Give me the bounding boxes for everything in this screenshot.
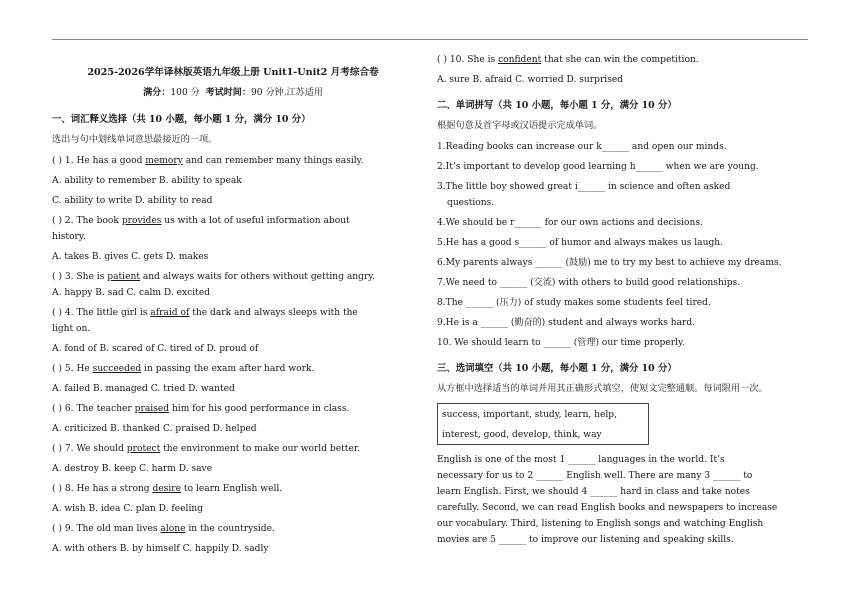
question-text: us with a lot of useful information about [161, 216, 350, 226]
underlined-word: provides [121, 216, 162, 226]
word-bank-box [437, 403, 649, 445]
question-text: in passing the exam after hard work. [141, 364, 315, 374]
passage-line: necessary for us to 2 ______ English well. There are many 3 ______ to [437, 471, 753, 481]
passage-line: our vocabulary. Third, listening to English songs and watching English [437, 519, 764, 529]
spelling-item: 5.He has a good s______ of humor and always makes us laugh. [437, 238, 724, 248]
question-8 [52, 483, 282, 495]
question-2-options: A. takes B. gives C. gets D. makes [52, 252, 209, 262]
spelling-item: 7.We need to ______ (交流) with others to build good relationships. [437, 278, 741, 288]
question-2-cont: history. [52, 232, 86, 242]
question-1 [52, 155, 364, 167]
underlined-word: succeeded [92, 364, 142, 374]
question-1-options-2: C. ability to write D. ability to read [52, 196, 213, 206]
score-label: 满分： [143, 87, 171, 98]
question-text: ( ) 10. She is [437, 55, 499, 65]
word-bank-line-1: success, important, study, learn, help, [442, 410, 618, 420]
question-text: ( ) 5. He [52, 364, 93, 374]
section3-heading: 三、选词填空（共 10 小题，每小题 1 分，满分 10 分） [437, 363, 677, 374]
question-text: ( ) 7. We should [52, 444, 127, 454]
passage-line: learn English. First, we should 4 ______ hard in class and take notes [437, 487, 750, 497]
spelling-item: 4.We should be r______ for our own actions and decisions. [437, 218, 703, 228]
passage-line: English is one of the most 1 ______ languages in the world. It’s [437, 455, 725, 465]
question-5 [52, 363, 314, 375]
question-text: the environment to make our world better. [160, 444, 361, 454]
question-text: that she can win the competition. [541, 55, 699, 65]
passage-line: movies are 5 ______ to improve our listening and speaking skills. [437, 535, 734, 545]
spelling-item: 3.The little boy showed great i______ in science and often asked [437, 182, 731, 192]
question-9 [52, 523, 275, 535]
underlined-word: protect [126, 444, 161, 454]
section1-instruction: 选出与句中划线单词意思最接近的一项。 [52, 134, 218, 145]
question-text: ( ) 8. He has a strong [52, 484, 153, 494]
question-text: and always waits for others without getting angry. [139, 272, 376, 282]
underlined-word: memory [145, 156, 183, 166]
question-text: him for his good performance in class. [169, 404, 350, 414]
question-text: in the countryside. [185, 524, 275, 534]
underlined-word: confident [498, 55, 542, 65]
exam-meta [52, 87, 414, 99]
question-text: and can remember many things easily. [182, 156, 364, 166]
question-10-options: A. sure B. afraid C. worried D. surprised [437, 75, 624, 85]
question-6 [52, 403, 349, 415]
question-text: ( ) 9. The old man lives [52, 524, 161, 534]
passage-line: carefully. Second, we can read English books and newspapers to increase [437, 503, 778, 513]
page-title: 2025-2026学年译林版英语九年级上册 Unit1-Unit2 月考综合卷 [87, 67, 379, 78]
question-3 [52, 271, 375, 283]
spelling-item: 1.Reading books can increase our k______ and open our minds. [437, 142, 727, 152]
underlined-word: desire [152, 484, 182, 494]
time-label: 考试时间： [205, 87, 251, 98]
question-text: ( ) 3. She is [52, 272, 108, 282]
question-6-options: A. criticized B. thanked C. praised D. helped [52, 424, 257, 434]
question-text: to learn English well. [181, 484, 283, 494]
question-4-options: A. fond of B. scared of C. tired of D. proud of [52, 344, 259, 354]
spelling-item: 2.It’s important to develop good learning h______ when we are young. [437, 162, 759, 172]
question-text: ( ) 4. The little girl is [52, 308, 151, 318]
question-text: ( ) 2. The book [52, 216, 122, 226]
header-rule [52, 39, 808, 40]
question-9-options: A. with others B. by himself C. happily D. sadly [52, 544, 269, 554]
question-7 [52, 443, 360, 455]
question-8-options: A. wish B. idea C. plan D. feeling [52, 504, 204, 514]
section2-instruction: 根据句意及首字母或汉语提示完成单词。 [437, 120, 603, 131]
question-5-options: A. failed B. managed C. tried D. wanted [52, 384, 235, 394]
question-2 [52, 215, 350, 227]
question-3-options: A. happy B. sad C. calm D. excited [52, 288, 211, 298]
spelling-item: 10. We should learn to ______ (管理) our time properly. [437, 338, 685, 348]
underlined-word: alone [160, 524, 186, 534]
question-text: the dark and always sleeps with the [189, 308, 358, 318]
time-value: 90 分钟.江苏适用 [251, 88, 323, 98]
question-10 [437, 54, 699, 66]
question-4 [52, 307, 358, 319]
spelling-item: 8.The ______ (压力) of study makes some students feel tired. [437, 298, 711, 308]
question-1-options: A. ability to remember B. ability to speak [52, 176, 242, 186]
underlined-word: praised [134, 404, 170, 414]
question-text: ( ) 1. He has a good [52, 156, 146, 166]
question-7-options: A. destroy B. keep C. harm D. save [52, 464, 213, 474]
score-value: 100 分 [170, 88, 200, 98]
word-bank-line-2: interest, good, develop, think, way [442, 430, 602, 440]
underlined-word: patient [107, 272, 140, 282]
section2-heading: 二、单词拼写（共 10 小题，每小题 1 分，满分 10 分） [437, 100, 677, 111]
section3-instruction: 从方框中选择适当的单词并用其正确形式填空，使短文完整通顺。每词限用一次。 [437, 383, 768, 394]
question-text: ( ) 6. The teacher [52, 404, 135, 414]
spelling-item: 9.He is a ______ (勤奋的) student and always works hard. [437, 318, 696, 328]
question-4-cont: light on. [52, 324, 91, 334]
underlined-word: afraid of [150, 308, 190, 318]
spelling-item: 6.My parents always ______ (鼓励) me to try my best to achieve my dreams. [437, 258, 782, 268]
spelling-item-cont: questions. [447, 198, 495, 208]
section1-heading: 一、词汇释义选择（共 10 小题，每小题 1 分，满分 10 分） [52, 114, 311, 125]
